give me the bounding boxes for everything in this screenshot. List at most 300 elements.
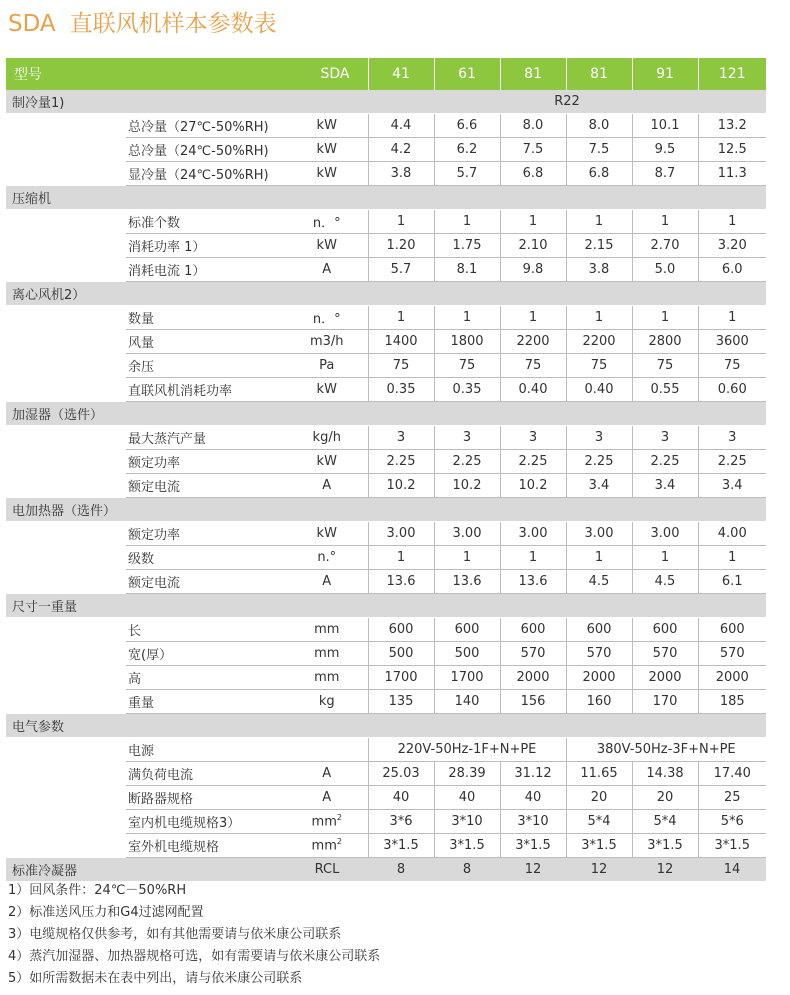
value-cell: 570 [566, 642, 632, 666]
table-row [6, 330, 766, 354]
value-cell: 600 [632, 618, 698, 642]
section-name: 标准冷凝器 [6, 858, 286, 882]
row-label: 高 [126, 666, 286, 690]
value-cell: 5.7 [434, 162, 500, 186]
value-cell: 140 [434, 690, 500, 714]
table-row [6, 666, 766, 690]
value-cell: 1 [698, 306, 766, 330]
value-cell: 600 [368, 618, 434, 642]
value-cell: 11.65 [566, 762, 632, 786]
value-cell: 0.40 [500, 378, 566, 402]
value-cell: 3*1.5 [500, 834, 566, 858]
value-cell: 1.20 [368, 234, 434, 258]
table-row [6, 114, 766, 138]
value-cell: 3*10 [434, 810, 500, 834]
table-row [6, 234, 766, 258]
value-cell: 0.55 [632, 378, 698, 402]
indent-cell [6, 450, 126, 474]
value-cell: 2.25 [368, 450, 434, 474]
value-cell: 25 [698, 786, 766, 810]
value-cell: 2800 [632, 330, 698, 354]
condenser-value: 12 [566, 858, 632, 882]
value-cell: 1 [698, 210, 766, 234]
value-cell: 1 [368, 306, 434, 330]
row-label: 额定电流 [126, 570, 286, 594]
row-unit [286, 690, 368, 714]
title-prefix: SDA [8, 11, 56, 37]
value-cell: 135 [368, 690, 434, 714]
indent-cell [6, 306, 126, 330]
row-label: 额定电流 [126, 474, 286, 498]
unit-text: m3/h [309, 334, 344, 349]
row-label: 级数 [126, 546, 286, 570]
value-cell: 2.70 [632, 234, 698, 258]
value-cell: 2.25 [698, 450, 766, 474]
power-three-phase: 380V-50Hz-3F+N+PE [566, 738, 766, 762]
section-header-row [6, 402, 766, 426]
value-cell: 6.8 [500, 162, 566, 186]
value-cell: 3*6 [368, 810, 434, 834]
row-label: 长 [126, 618, 286, 642]
value-cell: 7.5 [500, 138, 566, 162]
unit-text: A [322, 766, 332, 781]
value-cell: 75 [368, 354, 434, 378]
table-row [6, 522, 766, 546]
row-label: 额定功率 [126, 450, 286, 474]
unit-superscript: 2 [336, 837, 342, 847]
value-cell: 10.1 [632, 114, 698, 138]
unit-text: mm [311, 814, 337, 830]
section-name: 离心风机2） [6, 282, 766, 306]
value-cell: 75 [500, 354, 566, 378]
value-cell: 13.2 [698, 114, 766, 138]
row-label: 额定功率 [126, 522, 286, 546]
value-cell: 2.25 [500, 450, 566, 474]
value-cell: 1 [698, 546, 766, 570]
row-unit [286, 138, 368, 162]
row-label: 室外机电缆规格 [126, 834, 286, 858]
value-cell: 1 [500, 210, 566, 234]
value-cell: 2000 [698, 666, 766, 690]
value-cell: 2.25 [632, 450, 698, 474]
value-cell: 3*1.5 [566, 834, 632, 858]
value-cell: 1 [500, 546, 566, 570]
unit-text: kW [316, 166, 337, 181]
footnote: 4）蒸汽加湿器、加热器规格可选，如有需要请与依米康公司联系 [8, 949, 381, 964]
value-cell: 5*4 [632, 810, 698, 834]
table-row [6, 258, 766, 282]
value-cell: 4.2 [368, 138, 434, 162]
condenser-value: 8 [434, 858, 500, 882]
row-unit [286, 522, 368, 546]
value-cell: 7.5 [566, 138, 632, 162]
header-model: 41 [368, 58, 434, 90]
unit-text: n．° [312, 216, 341, 231]
unit-text: mm [311, 838, 337, 854]
value-cell: 75 [566, 354, 632, 378]
unit-text: n．° [312, 312, 341, 327]
row-unit [286, 738, 368, 762]
indent-cell [6, 234, 126, 258]
value-cell: 3.00 [368, 522, 434, 546]
value-cell: 2000 [566, 666, 632, 690]
value-cell: 3600 [698, 330, 766, 354]
table-row [6, 138, 766, 162]
condenser-unit: RCL [286, 858, 368, 882]
table-row [6, 426, 766, 450]
row-unit [286, 258, 368, 282]
value-cell: 1 [632, 306, 698, 330]
row-unit [286, 114, 368, 138]
row-unit [286, 546, 368, 570]
value-cell: 3*1.5 [632, 834, 698, 858]
value-cell: 25.03 [368, 762, 434, 786]
spec-table [6, 58, 766, 882]
value-cell: 1 [500, 306, 566, 330]
indent-cell [6, 618, 126, 642]
indent-cell [6, 522, 126, 546]
value-cell: 0.60 [698, 378, 766, 402]
unit-text: kg [318, 694, 335, 709]
table-row [6, 450, 766, 474]
footnote: 5）如所需数据未在表中列出，请与依米康公司联系 [8, 971, 303, 986]
value-cell: 4.5 [566, 570, 632, 594]
footnotes [8, 880, 380, 990]
value-cell: 0.40 [566, 378, 632, 402]
value-cell: 10.2 [434, 474, 500, 498]
header-type-label: 型号 [6, 58, 286, 90]
value-cell: 6.8 [566, 162, 632, 186]
value-cell: 1800 [434, 330, 500, 354]
row-unit [286, 330, 368, 354]
value-cell: 14.38 [632, 762, 698, 786]
value-cell: 2.10 [500, 234, 566, 258]
value-cell: 1 [632, 210, 698, 234]
value-cell: 4.00 [698, 522, 766, 546]
section-name: 加湿器（选件） [6, 402, 766, 426]
value-cell: 1 [566, 546, 632, 570]
row-label: 消耗电流 1） [126, 258, 286, 282]
value-cell: 1400 [368, 330, 434, 354]
value-cell: 5.0 [632, 258, 698, 282]
unit-text: mm [314, 646, 340, 661]
footnote: 2）标准送风压力和G4过滤网配置 [8, 905, 204, 920]
value-cell: 500 [368, 642, 434, 666]
section-header-row [6, 714, 766, 738]
value-cell: 3.4 [698, 474, 766, 498]
indent-cell [6, 210, 126, 234]
footnote: 3）电缆规格仅供参考，如有其他需要请与依米康公司联系 [8, 927, 342, 942]
condenser-row [6, 858, 766, 882]
value-cell: 2.15 [566, 234, 632, 258]
table-row [6, 690, 766, 714]
section-name: 电加热器（选件） [6, 498, 766, 522]
header-model: 81 [566, 58, 632, 90]
section-header-row [6, 282, 766, 306]
value-cell: 6.0 [698, 258, 766, 282]
value-cell: 1 [368, 546, 434, 570]
value-cell: 3.00 [500, 522, 566, 546]
value-cell: 3.4 [566, 474, 632, 498]
table-row [6, 354, 766, 378]
value-cell: 13.6 [434, 570, 500, 594]
row-label: 最大蒸汽产量 [126, 426, 286, 450]
value-cell: 40 [434, 786, 500, 810]
section-header-row [6, 594, 766, 618]
section-name: 压缩机 [6, 186, 766, 210]
row-label: 总冷量（24℃-50%RH) [126, 138, 286, 162]
unit-text: A [322, 478, 332, 493]
value-cell: 600 [500, 618, 566, 642]
unit-text: kW [316, 118, 337, 133]
indent-cell [6, 738, 126, 762]
value-cell: 3 [434, 426, 500, 450]
value-cell: 20 [566, 786, 632, 810]
value-cell: 3 [632, 426, 698, 450]
unit-text: n.° [317, 550, 337, 565]
value-cell: 0.35 [368, 378, 434, 402]
section-name: 电气参数 [6, 714, 766, 738]
indent-cell [6, 354, 126, 378]
indent-cell [6, 258, 126, 282]
value-cell: 600 [434, 618, 500, 642]
value-cell: 13.6 [500, 570, 566, 594]
row-unit [286, 666, 368, 690]
value-cell: 3 [566, 426, 632, 450]
table-row [6, 762, 766, 786]
spec-table-body [6, 58, 766, 882]
value-cell: 2200 [500, 330, 566, 354]
row-unit [286, 474, 368, 498]
value-cell: 600 [698, 618, 766, 642]
value-cell: 0.35 [434, 378, 500, 402]
unit-text: kg/h [312, 430, 341, 445]
section-name: 制冷量1) [6, 90, 368, 114]
row-unit [286, 306, 368, 330]
value-cell: 8.0 [566, 114, 632, 138]
condenser-value: 12 [500, 858, 566, 882]
header-model: 91 [632, 58, 698, 90]
value-cell: 75 [698, 354, 766, 378]
indent-cell [6, 642, 126, 666]
table-row [6, 546, 766, 570]
value-cell: 160 [566, 690, 632, 714]
value-cell: 1700 [434, 666, 500, 690]
row-unit [286, 570, 368, 594]
row-label: 断路器规格 [126, 786, 286, 810]
unit-superscript: 2 [336, 813, 342, 823]
row-unit [286, 618, 368, 642]
value-cell: 1.75 [434, 234, 500, 258]
power-single-phase: 220V-50Hz-1F+N+PE [368, 738, 566, 762]
condenser-value: 12 [632, 858, 698, 882]
value-cell: 12.5 [698, 138, 766, 162]
value-cell: 3*10 [500, 810, 566, 834]
indent-cell [6, 762, 126, 786]
value-cell: 3.8 [368, 162, 434, 186]
row-unit [286, 210, 368, 234]
value-cell: 11.3 [698, 162, 766, 186]
row-label: 风量 [126, 330, 286, 354]
table-row [6, 834, 766, 858]
value-cell: 8.7 [632, 162, 698, 186]
title-text: 直联风机样本参数表 [69, 11, 277, 37]
table-row [6, 810, 766, 834]
value-cell: 10.2 [368, 474, 434, 498]
value-cell: 5*6 [698, 810, 766, 834]
value-cell: 8.0 [500, 114, 566, 138]
value-cell: 8.1 [434, 258, 500, 282]
unit-text: kW [316, 454, 337, 469]
row-label: 余压 [126, 354, 286, 378]
footnote: 1）回风条件：24℃－50%RH [8, 883, 187, 898]
row-label: 数量 [126, 306, 286, 330]
header-model: 81 [500, 58, 566, 90]
row-label: 直联风机消耗功率 [126, 378, 286, 402]
indent-cell [6, 786, 126, 810]
value-cell: 2.25 [434, 450, 500, 474]
row-label: 总冷量（27℃-50%RH) [126, 114, 286, 138]
value-cell: 3*1.5 [434, 834, 500, 858]
value-cell: 40 [368, 786, 434, 810]
row-unit [286, 378, 368, 402]
row-label: 电源 [126, 738, 286, 762]
row-unit [286, 786, 368, 810]
value-cell: 3.00 [632, 522, 698, 546]
value-cell: 2.25 [566, 450, 632, 474]
value-cell: 4.5 [632, 570, 698, 594]
value-cell: 3.8 [566, 258, 632, 282]
value-cell: 1700 [368, 666, 434, 690]
table-row [6, 378, 766, 402]
value-cell: 10.2 [500, 474, 566, 498]
row-label: 重量 [126, 690, 286, 714]
value-cell: 4.4 [368, 114, 434, 138]
row-unit [286, 426, 368, 450]
value-cell: 170 [632, 690, 698, 714]
row-label: 宽(厚） [126, 642, 286, 666]
value-cell: 500 [434, 642, 500, 666]
unit-text: kW [316, 526, 337, 541]
indent-cell [6, 810, 126, 834]
value-cell: 1 [566, 306, 632, 330]
value-cell: 40 [500, 786, 566, 810]
indent-cell [6, 330, 126, 354]
page-title [8, 6, 277, 42]
value-cell: 20 [632, 786, 698, 810]
value-cell: 2200 [566, 330, 632, 354]
row-label: 满负荷电流 [126, 762, 286, 786]
table-row [6, 162, 766, 186]
value-cell: 1 [434, 210, 500, 234]
value-cell: 9.8 [500, 258, 566, 282]
unit-text: kW [316, 142, 337, 157]
value-cell: 6.6 [434, 114, 500, 138]
indent-cell [6, 426, 126, 450]
unit-text: A [322, 262, 332, 277]
value-cell: 75 [632, 354, 698, 378]
indent-cell [6, 474, 126, 498]
value-cell: 3.20 [698, 234, 766, 258]
value-cell: 31.12 [500, 762, 566, 786]
value-cell: 3 [698, 426, 766, 450]
row-unit [286, 834, 368, 858]
value-cell: 3.00 [566, 522, 632, 546]
section-header-row [6, 498, 766, 522]
table-row [6, 306, 766, 330]
value-cell: 3 [368, 426, 434, 450]
unit-text: mm [314, 622, 340, 637]
value-cell: 3*1.5 [368, 834, 434, 858]
section-value: R22 [368, 90, 766, 114]
indent-cell [6, 114, 126, 138]
value-cell: 570 [632, 642, 698, 666]
row-label: 室内机电缆规格3） [126, 810, 286, 834]
indent-cell [6, 570, 126, 594]
table-row [6, 474, 766, 498]
value-cell: 3*1.5 [698, 834, 766, 858]
value-cell: 13.6 [368, 570, 434, 594]
unit-text: A [322, 574, 332, 589]
row-unit [286, 162, 368, 186]
value-cell: 1 [632, 546, 698, 570]
indent-cell [6, 690, 126, 714]
row-unit [286, 234, 368, 258]
unit-text: Pa [319, 358, 335, 373]
value-cell: 3.4 [632, 474, 698, 498]
value-cell: 185 [698, 690, 766, 714]
value-cell: 17.40 [698, 762, 766, 786]
section-header-row [6, 186, 766, 210]
value-cell: 2000 [500, 666, 566, 690]
section-header-row [6, 90, 766, 114]
value-cell: 5.7 [368, 258, 434, 282]
condenser-value: 14 [698, 858, 766, 882]
table-row [6, 786, 766, 810]
table-row [6, 642, 766, 666]
value-cell: 9.5 [632, 138, 698, 162]
value-cell: 570 [698, 642, 766, 666]
row-label: 标准个数 [126, 210, 286, 234]
row-unit [286, 642, 368, 666]
value-cell: 6.1 [698, 570, 766, 594]
value-cell: 6.2 [434, 138, 500, 162]
table-row [6, 570, 766, 594]
row-unit [286, 762, 368, 786]
value-cell: 156 [500, 690, 566, 714]
unit-text: mm [314, 670, 340, 685]
unit-text: A [322, 790, 332, 805]
header-model: 121 [698, 58, 766, 90]
value-cell: 3.00 [434, 522, 500, 546]
value-cell: 28.39 [434, 762, 500, 786]
header-model: 61 [434, 58, 500, 90]
indent-cell [6, 162, 126, 186]
row-label: 消耗功率 1） [126, 234, 286, 258]
indent-cell [6, 834, 126, 858]
value-cell: 600 [566, 618, 632, 642]
value-cell: 1 [434, 546, 500, 570]
indent-cell [6, 546, 126, 570]
value-cell: 1 [566, 210, 632, 234]
row-unit [286, 354, 368, 378]
value-cell: 1 [368, 210, 434, 234]
row-label: 显冷量（24℃-50%RH) [126, 162, 286, 186]
indent-cell [6, 378, 126, 402]
indent-cell [6, 138, 126, 162]
indent-cell [6, 666, 126, 690]
section-name: 尺寸一重量 [6, 594, 766, 618]
